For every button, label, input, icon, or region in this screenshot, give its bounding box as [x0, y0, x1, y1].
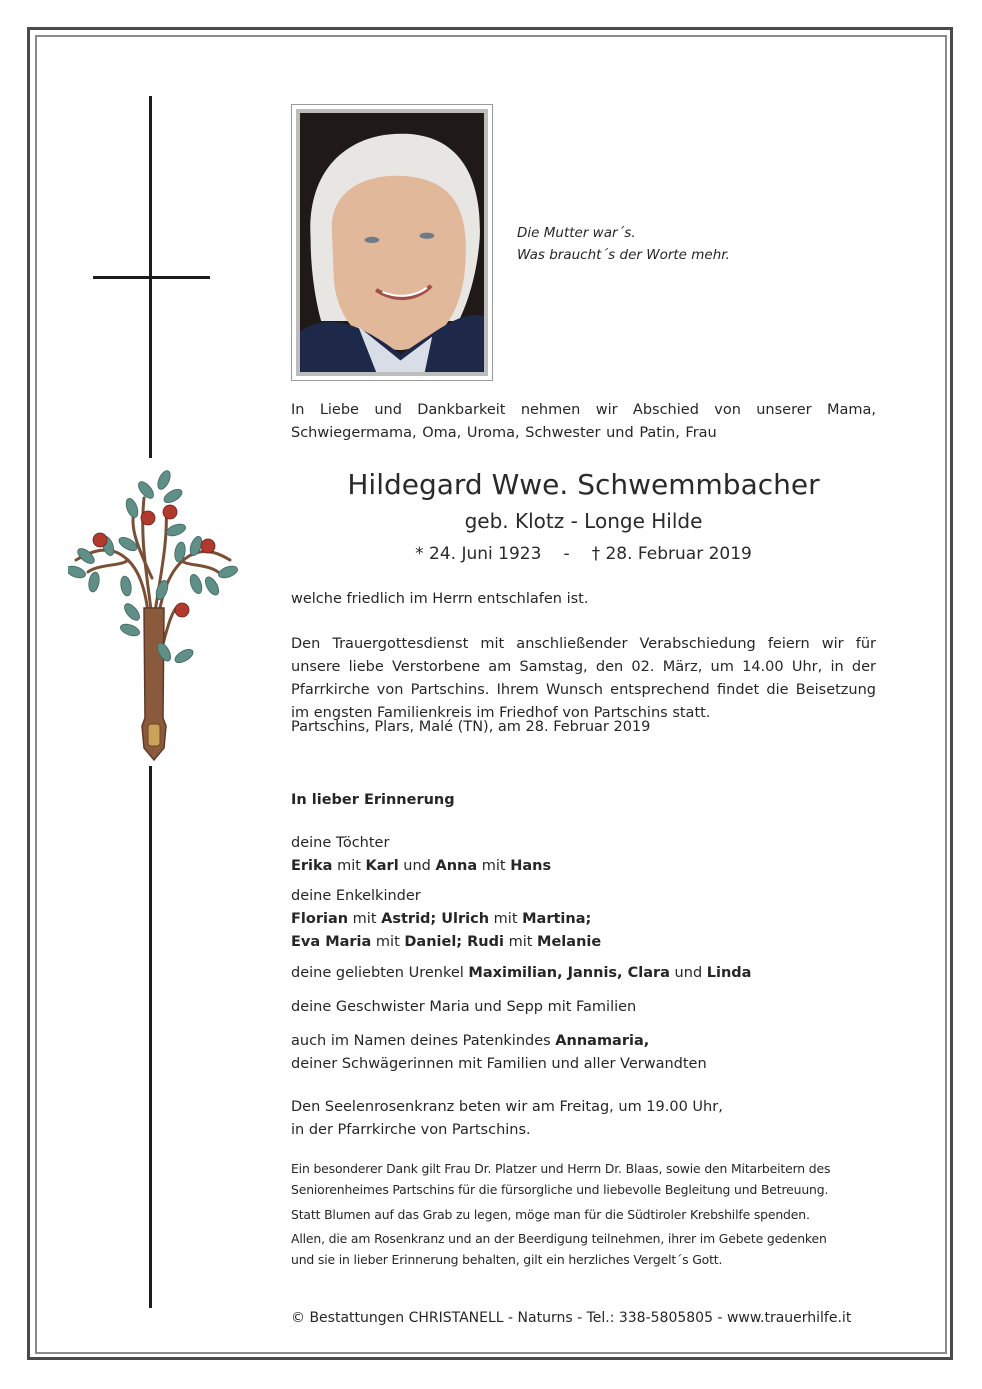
trunk-ornament: [148, 724, 160, 746]
text-run: mit: [348, 911, 382, 927]
thanks-line-1: Ein besonderer Dank gilt Frau Dr. Platzer und Herrn Dr. Blaas, sowie den Mitarbeitern des: [291, 1161, 831, 1176]
service-text: Den Trauergottesdienst mit anschließender Verabschiedung feiern wir für unsere liebe Verstorbene am Samstag, den 02. März, um 14.00 Uhr, in der Pfarrkirche von Partschins. Ihrem Wunsch entsprechend findet die Beisetzung im engsten Familienkreis im Friedhof von Partschins statt.: [291, 636, 876, 721]
name-emphasis: Astrid; Ulrich: [381, 911, 490, 927]
daughters-label: deine Töchter: [291, 835, 390, 851]
thanks-line-2: Seniorenheimes Partschins für die fürsorgliche und liebevolle Begleitung und Betreuung.: [291, 1182, 829, 1197]
leaf: [68, 564, 87, 580]
rose: [201, 539, 215, 553]
mourners-daughters: [291, 832, 876, 878]
portrait-photo: [291, 104, 493, 381]
face: [332, 176, 466, 350]
godchild-relatives: [291, 1030, 876, 1076]
leaf: [173, 647, 195, 666]
rosary-text: [291, 1096, 876, 1142]
name-emphasis: Hans: [510, 858, 552, 874]
passed-text: welche friedlich im Herrn entschlafen ist.: [291, 591, 589, 607]
text-run: mit: [371, 934, 405, 950]
leaf: [122, 601, 143, 623]
life-dates: [291, 541, 876, 567]
in-memory-heading: In lieber Erinnerung: [291, 792, 455, 808]
daughters-names: [291, 855, 876, 878]
death-date: † 28. Februar 2019: [591, 544, 752, 564]
rose: [93, 533, 107, 547]
mourners-grandchildren: [291, 885, 876, 954]
date-separator: -: [563, 544, 570, 564]
text-run: und: [669, 965, 707, 981]
leaf: [119, 575, 132, 596]
name-emphasis: Melanie: [537, 934, 602, 950]
name-emphasis: Anna: [435, 858, 478, 874]
grandchildren-line-1: [291, 908, 876, 931]
donation-text: Statt Blumen auf das Grab zu legen, möge man für die Südtiroler Krebshilfe spenden.: [291, 1207, 810, 1222]
name-emphasis: Martina;: [522, 911, 592, 927]
text-run: mit: [489, 911, 523, 927]
rosary-line-1: Den Seelenrosenkranz beten wir am Freitag, um 19.00 Uhr,: [291, 1099, 723, 1115]
leaf: [217, 564, 239, 580]
godchild-line: [291, 1030, 876, 1053]
thanks-text: [291, 1158, 881, 1200]
rose: [141, 511, 155, 525]
name-emphasis: Eva Maria: [291, 934, 372, 950]
relatives-line: deiner Schwägerinnen mit Familien und aller Verwandten: [291, 1056, 707, 1072]
tree-cross-icon: [68, 468, 240, 764]
leaf: [162, 487, 184, 506]
branch: [180, 560, 218, 572]
closing-line-2: und sie in lieber Erinnerung behalten, gilt ein herzliches Vergelt´s Gott.: [291, 1252, 723, 1267]
maiden-name: geb. Klotz - Longe Hilde: [464, 509, 703, 533]
text-run: mit: [332, 858, 366, 874]
intro-text: In Liebe und Dankbarkeit nehmen wir Abschied von unserer Mama, Schwiegermama, Oma, Uroma, Schwester und Patin, Frau: [291, 402, 876, 441]
name-emphasis: Erika: [291, 858, 333, 874]
closing-text: [291, 1228, 881, 1270]
photo-mat: [296, 109, 488, 376]
cross-vertical-bottom: [149, 766, 152, 1308]
name-emphasis: Karl: [365, 858, 399, 874]
place-date: Partschins, Plars, Malé (TN), am 28. Februar 2019: [291, 719, 651, 735]
grandchildren-label: deine Enkelkinder: [291, 888, 421, 904]
footer-credit: © Bestattungen CHRISTANELL - Naturns - Tel.: 338-5805805 - www.trauerhilfe.it: [291, 1310, 852, 1326]
text-run: mit: [477, 858, 511, 874]
rosary-line-2: in der Pfarrkirche von Partschins.: [291, 1122, 531, 1138]
name-emphasis: Annamaria,: [555, 1033, 650, 1049]
text-run: deine geliebten Urenkel: [291, 965, 469, 981]
cross-horizontal-bar: [93, 276, 210, 279]
text-run: und: [398, 858, 436, 874]
deceased-name: Hildegard Wwe. Schwemmbacher: [347, 468, 820, 501]
leaf: [188, 573, 204, 595]
leaf: [203, 575, 222, 597]
leaf: [155, 469, 173, 491]
name-emphasis: Florian: [291, 911, 349, 927]
quote: [517, 222, 730, 266]
rose: [175, 603, 189, 617]
text-run: auch im Namen deines Patenkindes: [291, 1033, 556, 1049]
leaf: [75, 546, 97, 567]
leaf: [119, 622, 141, 638]
name-emphasis: Daniel; Rudi: [404, 934, 504, 950]
leaf: [124, 497, 140, 519]
grandchildren-line-2: [291, 931, 876, 954]
quote-line-1: Die Mutter war´s.: [517, 225, 636, 241]
portrait-image: [300, 113, 484, 372]
rose: [163, 505, 177, 519]
closing-line-1: Allen, die am Rosenkranz und an der Beerdigung teilnehmen, ihrer im Gebete gedenken: [291, 1231, 827, 1246]
leaf: [136, 479, 157, 501]
name-emphasis: Linda: [706, 965, 752, 981]
text-run: mit: [503, 934, 538, 950]
quote-line-2: Was braucht´s der Worte mehr.: [517, 247, 730, 263]
leaf: [87, 571, 100, 592]
leaf: [165, 522, 187, 538]
birth-date: * 24. Juni 1923: [415, 544, 542, 564]
great-grandchildren: [291, 962, 876, 985]
name-emphasis: Maximilian, Jannis, Clara: [468, 965, 670, 981]
siblings: deine Geschwister Maria und Sepp mit Familien: [291, 999, 637, 1015]
